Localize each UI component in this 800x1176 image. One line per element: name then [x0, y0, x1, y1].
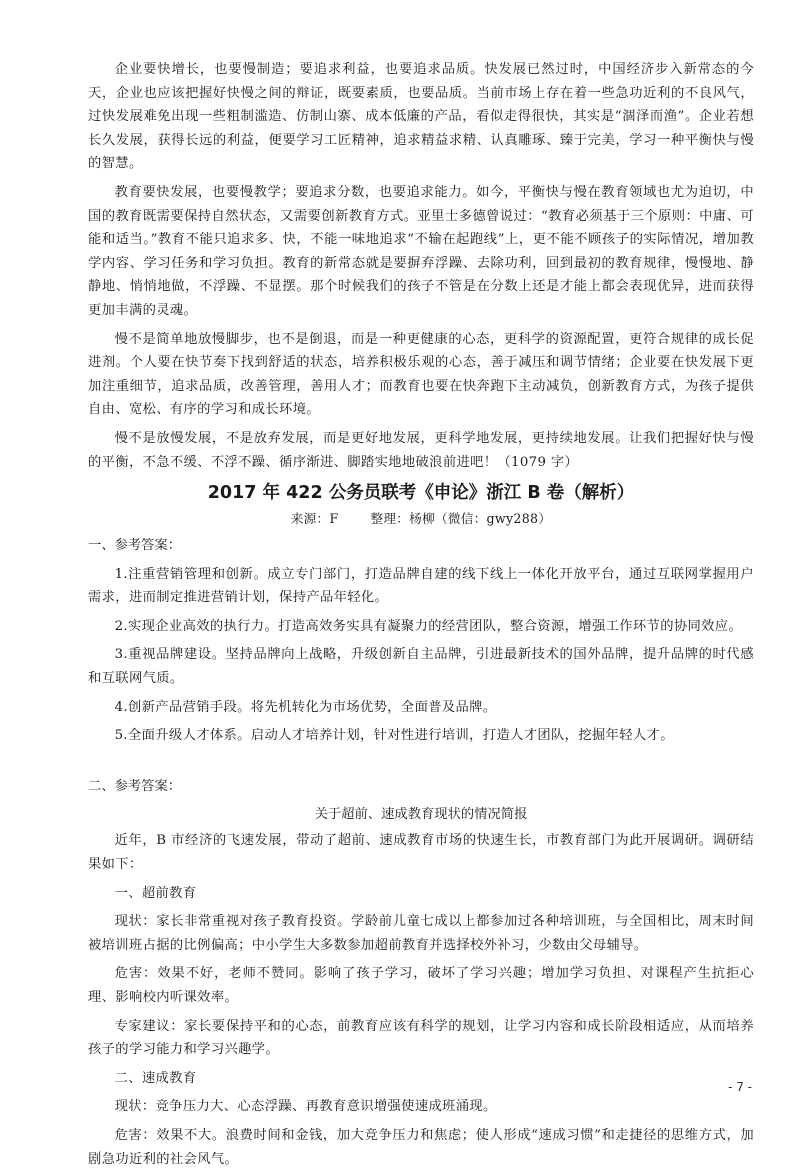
- report-intro: 近年，B 市经济的飞速发展，带动了超前、速成教育市场的快速生长，市教育部门为此开展调研。调研结果如下：: [88, 833, 754, 873]
- advance-advice: 专家建议：家长要保持平和的心态，前教育应该有科学的规划，让学习内容和成长阶段相适应，从而培养孩子的学习能力和学习兴趣学。: [88, 1018, 754, 1058]
- section-1-heading: 一、参考答案：: [88, 538, 182, 554]
- advance-status: 现状：家长非常重视对孩子教育投资。学龄前儿童七成以上都参加过各种培训班，与全国相比，周末时间被培训班占据的比例偏高；中小学生大多数参加超前教育并选择校外补习，少数由父母辅导。: [88, 914, 754, 953]
- page-content: [88, 58, 754, 1176]
- page-number: - 7 -: [728, 1080, 752, 1094]
- editor-label: 整理：杨柳（微信：gwy288）: [370, 511, 552, 527]
- crash-status: 现状：竞争压力大、心态浮躁、再教育意识增强使速成班涌现。: [114, 1099, 497, 1115]
- essay-paragraph-2: 教育要快发展，也要慢教学；要追求分数，也要追求能力。如今，平衡快与慢在教育领域也尤为迫切，中国的教育既需要保持自然状态，又需要创新教育方式。亚里士多德曾说过：“教育必须基于三个原则：中庸、可能和适当。”教育不能只追求多、快，不能一味地追求“不输在起跑线”上，更不能不顾孩子的实际情况，增加教学内容、学习任务和学习负担。教育的新常态就是要摒弃浮躁、去除功利，回到最初的教育规律，慢慢地、静静地、悄悄地做，不浮躁、不显摆。那个时候我们的孩子不管是在分数上还是才能上都会表现优异，进而获得更加丰满的灵魂。: [88, 184, 754, 318]
- answer-item-2: 2.实现企业高效的执行力。打造高效务实具有凝聚力的经营团队，整合资源，增强工作环节的协同效应。: [114, 618, 743, 634]
- answer-item-4: 4.创新产品营销手段。将先机转化为市场优势，全面普及品牌。: [114, 699, 497, 715]
- section-2-heading: 二、参考答案：: [88, 778, 182, 794]
- spacer: [88, 753, 754, 775]
- answer-item-5: 5.全面升级人才体系。启动人才培养计划，针对性进行培训，打造人才团队，挖掘年轻人才。: [114, 728, 674, 744]
- crash-harm: 危害：效果不大。浪费时间和金钱，加大竞争压力和焦虑；使人形成“速成习惯”和走捷径的思维方式，加剧急功近利的社会风气。: [88, 1127, 754, 1167]
- advance-harm: 危害：效果不好，老师不赞同。影响了孩子学习，破坏了学习兴趣；增加学习负担、对课程产生抗拒心理、影响校内听课效率。: [88, 966, 754, 1005]
- essay-paragraph-1: 企业要快增长，也要慢制造；要追求利益，也要追求品质。快发展已然过时，中国经济步入新常态的今天，企业也应该把握好快慢之间的辩证，既要素质，也要品质。当前市场上存在着一些急功近利的不良风气，过快发展难免出现一些粗制滥造、仿制山寨、成本低廉的产品，看似走得很快，其实是“涸泽而渔”。企业若想长久发展，获得长远的利益，便要学习工匠精神，追求精益求精、认真雕琢、臻于完美，学习一种平衡快与慢的智慧。: [88, 62, 754, 172]
- answer-item-3: 3.重视品牌建设。坚持品牌向上战略，升级创新自主品牌，引进最新技术的国外品牌，提升品牌的时代感和互联网气质。: [88, 647, 754, 687]
- answer-item-1: 1.注重营销管理和创新。成立专门部门，打造品牌自建的线下线上一体化开放平台，通过互联网掌握用户需求，进而制定推进营销计划，保持产品年轻化。: [88, 566, 754, 606]
- essay-paragraph-3: 慢不是简单地放慢脚步，也不是倒退，而是一种更健康的心态，更科学的资源配置，更符合规律的成长促进剂。个人要在快节奏下找到舒适的状态，培养积极乐观的心态，善于减压和调节情绪；企业要在快发展下更加注重细节，追求品质，改善管理，善用人才；而教育也要在快奔跑下主动减负，创新教育方式，为孩子提供自由、宽松、有序的学习和成长环境。: [88, 331, 754, 418]
- source-label: 来源：F: [290, 511, 339, 527]
- essay-paragraph-4: 慢不是放慢发展，不是放弃发展，而是更好地发展，更科学地发展，更持续地发展。让我们把握好快与慢的平衡，不急不缓、不浮不躁、循序渐进、脚踏实地地破浪前进吧！（1079 字）: [88, 430, 754, 470]
- source-line: [88, 508, 754, 530]
- exam-title: 2017 年 422 公务员联考《申论》浙江 B 卷（解析）: [207, 483, 635, 504]
- sub-heading-advance-education: 一、超前教育: [114, 885, 197, 901]
- report-title: 关于超前、速成教育现状的情况简报: [314, 807, 528, 823]
- sub-heading-crash-education: 二、速成教育: [114, 1070, 197, 1086]
